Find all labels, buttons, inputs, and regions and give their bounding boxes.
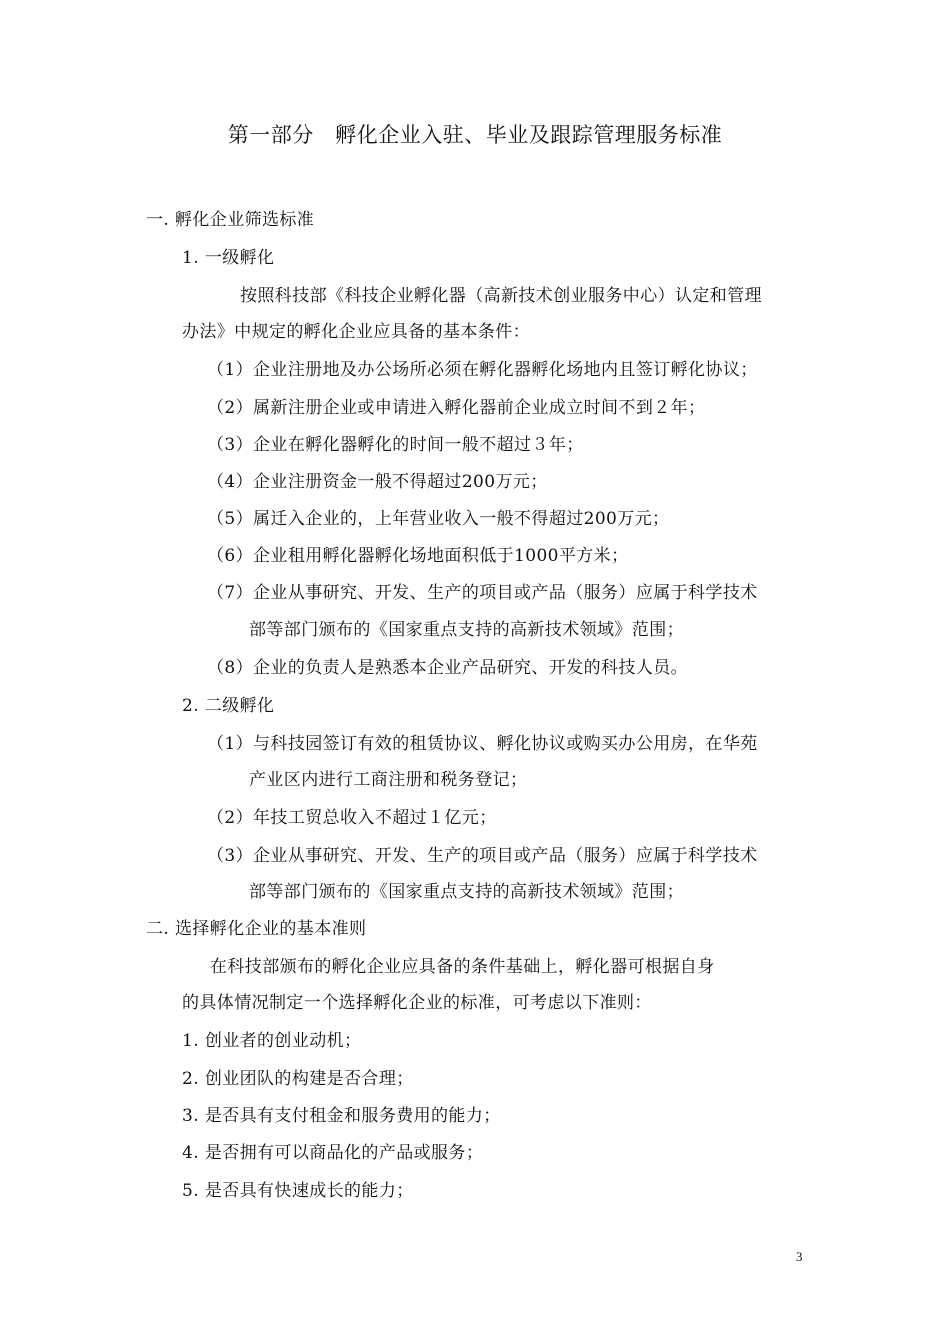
section-2-intro-line-1: 在科技部颁布的孵化企业应具备的条件基础上，孵化器可根据自身 (210, 957, 715, 977)
condition-item-continuation: 产业区内进行工商注册和税务登记； (249, 770, 528, 790)
condition-item: （2）属新注册企业或申请进入孵化器前企业成立时间不到２年； (207, 398, 706, 418)
criteria-item: 2. 创业团队的构建是否合理； (182, 1069, 414, 1089)
condition-item: （4）企业注册资金一般不得超过200万元； (207, 472, 548, 492)
criteria-item: 1. 创业者的创业动机； (182, 1031, 362, 1051)
subsection-1-intro-line-1: 按照科技部《科技企业孵化器（高新技术创业服务中心）认定和管理 (240, 286, 762, 306)
subsection-2-heading: 2. 二级孵化 (182, 696, 275, 716)
subsection-1-heading: 1. 一级孵化 (182, 248, 275, 268)
condition-item: （1）与科技园签订有效的租赁协议、孵化协议或购买办公用房，在华苑 (207, 734, 758, 754)
condition-item: （3）企业在孵化器孵化的时间一般不超过３年； (207, 435, 584, 455)
section-2-intro-line-2: 的具体情况制定一个选择孵化企业的标准，可考虑以下准则： (182, 993, 652, 1013)
condition-item-continuation: 部等部门颁布的《国家重点支持的高新技术领域》范围； (249, 882, 684, 902)
condition-item-continuation: 部等部门颁布的《国家重点支持的高新技术领域》范围； (249, 620, 684, 640)
section-1-heading: 一. 孵化企业筛选标准 (146, 210, 315, 230)
condition-item: （5）属迁入企业的，上年营业收入一般不得超过200万元； (207, 509, 670, 529)
condition-item: （3）企业从事研究、开发、生产的项目或产品（服务）应属于科学技术 (207, 846, 758, 866)
condition-item: （8）企业的负责人是熟悉本企业产品研究、开发的科技人员。 (207, 658, 689, 678)
criteria-item: 3. 是否具有支付租金和服务费用的能力； (182, 1106, 501, 1126)
page-number: 3 (796, 1249, 803, 1264)
criteria-item: 4. 是否拥有可以商品化的产品或服务； (182, 1143, 484, 1163)
condition-item: （6）企业租用孵化器孵化场地面积低于1000平方米； (207, 546, 629, 566)
section-2-heading: 二. 选择孵化企业的基本准则 (146, 919, 367, 939)
subsection-1-intro-line-2: 办法》中规定的孵化企业应具备的基本条件： (182, 322, 530, 342)
page-title: 第一部分 孵化企业入驻、毕业及跟踪管理服务标准 (227, 123, 723, 147)
condition-item: （1）企业注册地及办公场所必须在孵化器孵化场地内且签订孵化协议； (207, 360, 758, 380)
condition-item: （2）年技工贸总收入不超过１亿元； (207, 808, 497, 828)
criteria-item: 5. 是否具有快速成长的能力； (182, 1181, 414, 1201)
condition-item: （7）企业从事研究、开发、生产的项目或产品（服务）应属于科学技术 (207, 583, 758, 603)
